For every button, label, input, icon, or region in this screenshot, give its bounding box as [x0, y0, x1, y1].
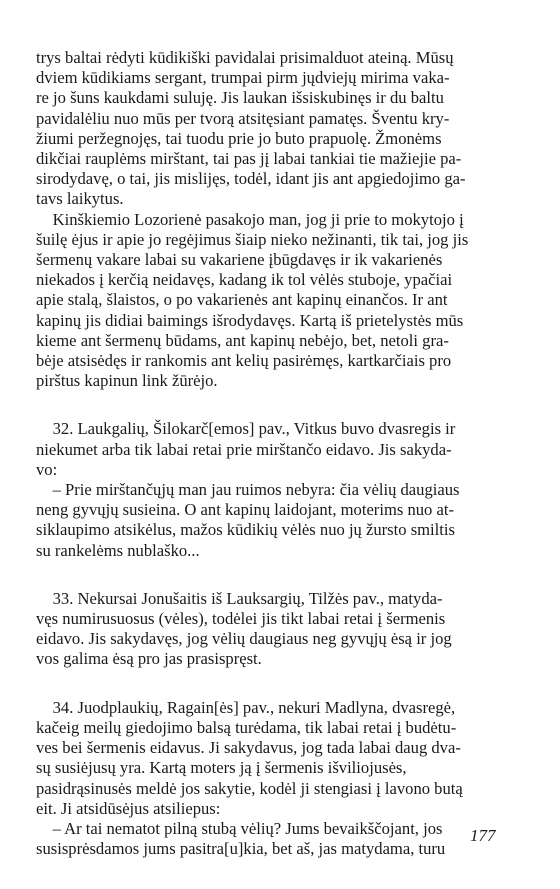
text-line: kapinų jis didiai baimings išrodydavęs. Kartą iš prietelystės mūs — [36, 310, 464, 330]
text-line: 34. Juodplaukių, Ragain[ės] pav., nekuri Madlyna, dvasregė, — [36, 697, 456, 717]
paragraph — [36, 698, 526, 860]
text-line: ves bei šermenis eidavus. Ji sakydavus, jog tada labai daug dva- — [36, 738, 461, 758]
text-line: pasidrąsinusės meldė jos sakytie, kodėl ji stengiasi į lavono butą — [36, 778, 463, 798]
text-line: dviem kūdikiams sergant, trumpai pirm jųdviejų mirima vaka- — [36, 68, 450, 88]
text-line: – Prie mirštančųjų man jau ruimos nebyra: čia vėlių daugiaus — [36, 480, 460, 500]
paragraph-gap — [36, 670, 526, 698]
paragraph-gap — [36, 391, 526, 419]
text-line: eit. Ji atsidūsėjus atsiliepus: — [36, 798, 221, 818]
text-line: vos galima ėsą pro jas prasispręst. — [36, 649, 262, 669]
text-line: šermenų vakare labai su vakariene įbūgdavęs ir ik vakarienės — [36, 250, 443, 270]
page-number: 177 — [470, 826, 496, 845]
text-line: kačeig meilų giedojimo balsą turėdama, tik labai retai į budėtu- — [36, 717, 457, 737]
text-line: dikčiai rauplėms mirštant, tai pas jį labai tankiai tie mažiejie pa- — [36, 149, 462, 169]
text-line: sirodydavę, o tai, jis mislijęs, todėl, idant jis ant apgiedojimo ga- — [36, 169, 466, 189]
paragraph-gap — [36, 561, 526, 589]
paragraph — [36, 589, 526, 670]
text-line: 32. Laukgalių, Šilokarč[emos] pav., Vitkus buvo dvasregis ir — [36, 419, 456, 439]
text-line: kieme ant šermenų būdams, ant kapinų nebėjo, bet, netoli gra- — [36, 330, 449, 350]
body-text — [36, 48, 526, 859]
text-line: trys baltai rėdyti kūdikiški pavidalai prisimalduot ateiną. Mūsų — [36, 48, 454, 67]
text-line: eidavo. Jis sakydavęs, jog vėlių daugiaus neg gyvųjų ėsą ir jog — [36, 629, 452, 649]
text-line: pirštus kapinun link žūrėjo. — [36, 371, 218, 391]
text-line: šuilę ėjus ir apie jo regėjimus šiaip nieko nežinanti, tik tai, jog jis — [36, 229, 469, 249]
text-line: vo: — [36, 459, 58, 479]
paragraph — [36, 419, 526, 560]
text-line: tavs laikytus. — [36, 189, 124, 209]
text-line: neng gyvųjų susieina. O ant kapinų laidojant, moterims nuo at- — [36, 500, 454, 520]
text-line: Kinškiemio Lozorienė pasakojo man, jog ji prie to mokytojo į — [36, 209, 464, 229]
text-line: sų susiėjusų yra. Kartą moters ją į šermenis išviliojusės, — [36, 758, 407, 778]
text-line: su rankelėms nublaško... — [36, 540, 200, 560]
text-line: niekados į kerčią neidavęs, kadang ik tol vėlės stuboje, ypačiai — [36, 270, 453, 290]
text-line: susisprėsdamos jums pasitra[u]kia, bet aš, jas matydama, turu — [36, 839, 446, 859]
paragraph — [36, 210, 526, 392]
text-line: žiumi peržegnojęs, tai tuodu prie jo buto prapuolę. Žmonėms — [36, 128, 442, 148]
text-line: siklaupimo atsikėlus, mažos kūdikių vėlės nuo jų žursto smiltis — [36, 520, 455, 540]
text-line: 33. Nekursai Jonušaitis iš Lauksargių, Tilžės pav., matyda- — [36, 588, 443, 608]
text-line: re jo šuns kaukdami suluję. Jis laukan išsiskubinęs ir du baltu — [36, 88, 444, 108]
paragraph — [36, 48, 526, 210]
text-line: pavidalėliu nuo mūs per tvorą atsitęsiant pamatęs. Šventu kry- — [36, 108, 450, 128]
text-line: bėje atsisėdęs ir rankomis ant kelių pasirėmęs, kartkarčiais pro — [36, 351, 452, 371]
text-line: niekumet arba tik labai retai prie mirštančo eidavo. Jis sakyda- — [36, 439, 452, 459]
text-line: – Ar tai nematot pilną stubą vėlių? Jums bevaikščojant, jos — [36, 818, 443, 838]
text-line: vęs numirusuosus (vėles), todėlei jis tikt labai retai į šermenis — [36, 609, 446, 629]
text-line: apie stalą, šlaistos, o po vakarienės ant kapinų einančos. Ir ant — [36, 290, 448, 310]
